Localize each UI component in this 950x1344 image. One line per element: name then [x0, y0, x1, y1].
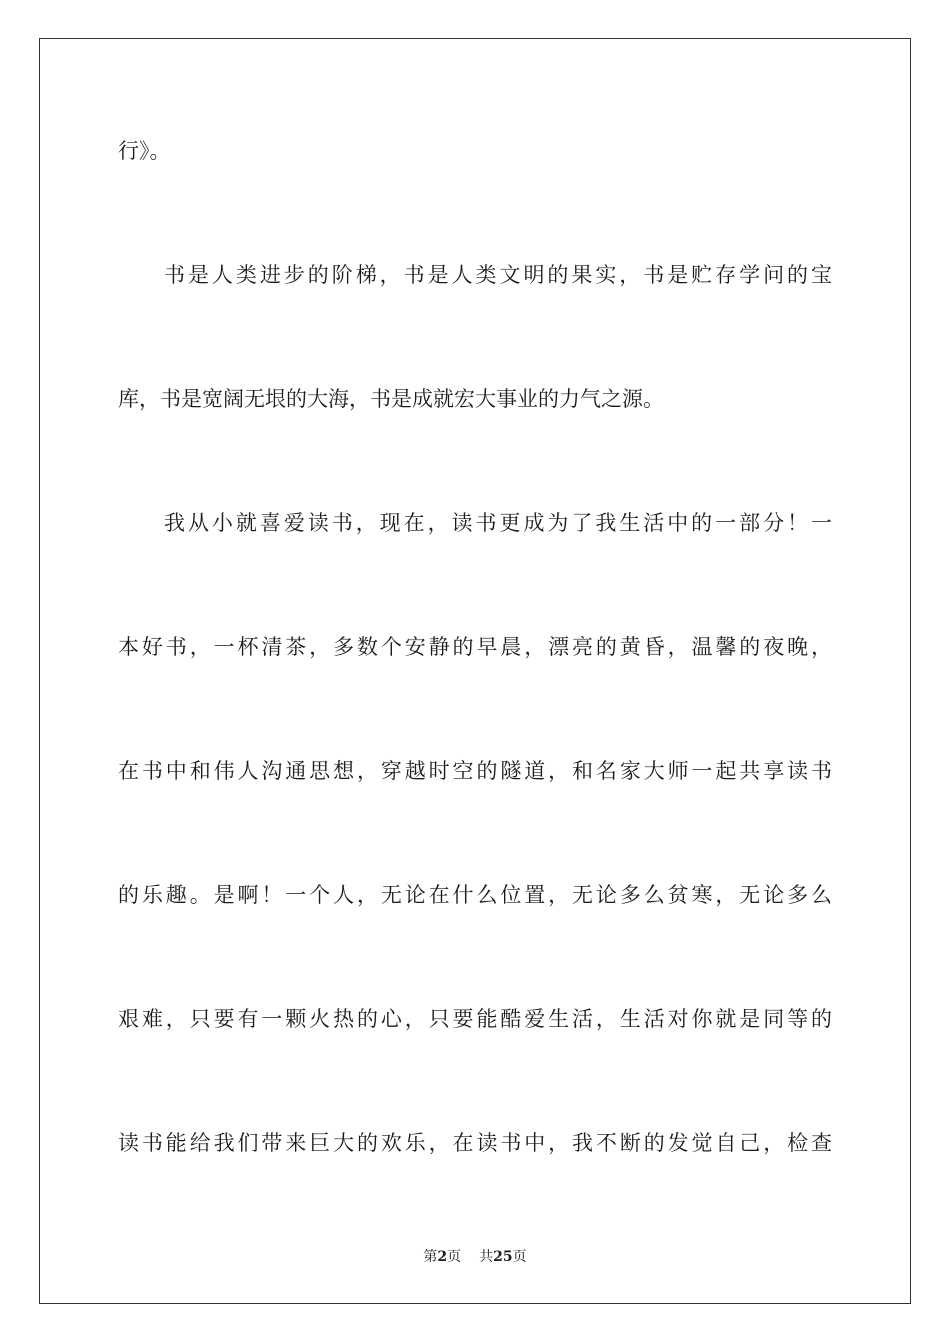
text-line-3: 库，书是宽阔无垠的大海，书是成就宏大事业的力气之源。	[118, 387, 664, 411]
page-number: 2	[437, 1249, 448, 1265]
total-prefix: 共	[479, 1249, 494, 1265]
text-line-8: 艰难，只要有一颗火热的心，只要能酷爱生活，生活对你就是同等的	[118, 1007, 832, 1031]
total-suffix: 页	[512, 1249, 527, 1265]
page-footer	[0, 1247, 950, 1267]
text-line-6: 在书中和伟人沟通思想，穿越时空的隧道，和名家大师一起共享读书	[118, 759, 832, 783]
text-line-9: 读书能给我们带来巨大的欢乐，在读书中，我不断的发觉自己，检查	[118, 1131, 832, 1155]
text-line-5: 本好书，一杯清茶，多数个安静的早晨，漂亮的黄昏，温馨的夜晚，	[118, 635, 832, 659]
text-line-4: 我从小就喜爱读书，现在，读书更成为了我生活中的一部分！一	[164, 511, 832, 535]
text-line-2: 书是人类进步的阶梯，书是人类文明的果实，书是贮存学问的宝	[164, 263, 832, 287]
text-line-7: 的乐趣。是啊！一个人，无论在什么位置，无论多么贫寒，无论多么	[118, 883, 832, 907]
page-frame	[39, 38, 911, 1304]
page-suffix: 页	[447, 1249, 462, 1265]
page-prefix: 第	[423, 1249, 438, 1265]
text-line-1: 行》。	[118, 139, 171, 163]
total-pages: 25	[493, 1249, 513, 1265]
